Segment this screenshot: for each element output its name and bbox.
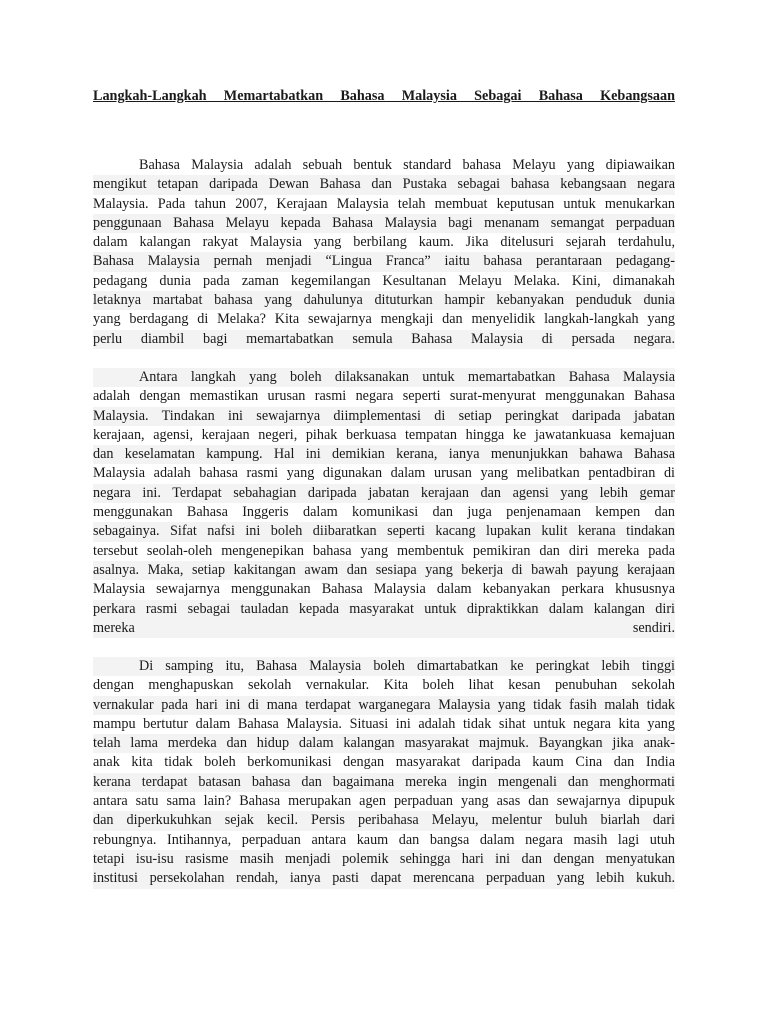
paragraph-line: rebungnya. Intihannya, perpaduan antara kaum dan bangsa dalam negara masih lagi utuh [93, 831, 675, 848]
paragraph-line: kerajaan, agensi, kerajaan negeri, pihak berkuasa tempatan hingga ke jawatankuasa kemajuan [93, 426, 675, 443]
paragraph-line: penggunaan Bahasa Melayu kepada Bahasa Malaysia bagi menanam semangat perpaduan [93, 214, 675, 233]
paragraph-line: Malaysia sewajarnya menggunakan Bahasa Malaysia dalam kebanyakan perkara khususnya [93, 581, 675, 598]
paragraph-line: negara ini. Terdapat sebahagian daripada jabatan kerajaan dan agensi yang lebih gemar [93, 484, 675, 503]
paragraph-3 [93, 657, 675, 889]
paragraph-1 [93, 156, 675, 349]
paragraph-line: menggunakan Bahasa Inggeris dalam komunikasi dan juga penjenamaan kempen dan [93, 504, 675, 521]
paragraph-line: Bahasa Malaysia adalah sebuah bentuk standard bahasa Melayu yang dipiawaikan [139, 157, 675, 173]
paragraph-line: dalam kalangan rakyat Malaysia yang berbilang kaum. Jika ditelusuri sejarah terdahulu, [93, 234, 675, 251]
paragraph-line: letaknya martabat bahasa yang dahulunya dituturkan hampir kebanyakan penduduk dunia [93, 291, 675, 310]
paragraph-line: perlu diambil bagi memartabatkan semula Bahasa Malaysia di persada negara. [93, 330, 675, 349]
paragraph-2 [93, 368, 675, 638]
paragraph-line: asalnya. Maka, setiap kakitangan awam dan sesiapa yang bekerja di bawah payung kerajaan [93, 561, 675, 580]
paragraph-line: sebagainya. Sifat nafsi ini boleh diibaratkan seperti kacang lupakan kulit kerana tindakan [93, 522, 675, 541]
paragraph-line: Malaysia. Pada tahun 2007, Kerajaan Malaysia telah membuat keputusan untuk menukarkan [93, 195, 675, 212]
paragraph-line: tersebut seolah-oleh mengenepikan bahasa yang membentuk pemikiran dan diri mereka pada [93, 542, 675, 559]
paragraph-line: Antara langkah yang boleh dilaksanakan untuk memartabatkan Bahasa Malaysia [93, 368, 675, 387]
paragraph-line: telah lama merdeka dan hidup dalam kalangan masyarakat majmuk. Bayangkan jika anak- [93, 734, 675, 753]
paragraph-line: Malaysia adalah bahasa rasmi yang digunakan dalam urusan yang melibatkan pentadbiran di [93, 465, 675, 482]
paragraph-line: mereka sendiri. [93, 619, 675, 638]
document-title: Langkah-Langkah Memartabatkan Bahasa Malaysia Sebagai Bahasa Kebangsaan [93, 88, 675, 104]
paragraph-line: institusi persekolahan rendah, ianya pasti dapat merencana perpaduan yang lebih kukuh. [93, 869, 675, 888]
paragraph-line: Di samping itu, Bahasa Malaysia boleh dimartabatkan ke peringkat lebih tinggi [93, 657, 675, 676]
paragraph-line: perkara rasmi sebagai tauladan kepada masyarakat untuk dipraktikkan dalam kalangan diri [93, 600, 675, 619]
paragraph-line: tetapi isu-isu rasisme masih menjadi polemik sehingga hari ini dan dengan menyatukan [93, 850, 675, 869]
paragraph-line: kerana terdapat batasan bahasa dan bagaimana mereka ingin mengenali dan menghormati [93, 773, 675, 792]
paragraph-line: dengan menghapuskan sekolah vernakular. Kita boleh lihat kesan penubuhan sekolah [93, 677, 675, 694]
paragraph-line: pedagang dunia pada zaman kegemilangan Kesultanan Melayu Melaka. Kini, dimanakah [93, 272, 675, 289]
paragraph-line: yang berdagang di Melaka? Kita sewajarnya mengkaji dan menyelidik langkah-langkah yang [93, 311, 675, 328]
paragraph-line: Malaysia. Tindakan ini sewajarnya diimplementasi di setiap peringkat daripada jabatan [93, 407, 675, 426]
paragraph-line: mampu bertutur dalam Bahasa Malaysia. Situasi ini adalah tidak sihat untuk negara kita yang [93, 715, 675, 732]
paragraph-line: adalah dengan memastikan urusan rasmi negara seperti surat-menyurat menggunakan Bahasa [93, 388, 675, 405]
paragraph-line: Bahasa Malaysia pernah menjadi “Lingua Franca” iaitu bahasa perantaraan pedagang- [93, 252, 675, 271]
paragraph-line: vernakular pada hari ini di mana terdapat warganegara Malaysia yang tidak fasih malah tidak [93, 696, 675, 715]
paragraph-line: antara satu sama lain? Bahasa merupakan agen perpaduan yang asas dan sewajarnya dipupuk [93, 793, 675, 810]
paragraph-line: dan diperkukuhkan sejak kecil. Persis peribahasa Melayu, melentur buluh biarlah dari [93, 811, 675, 830]
paragraph-line: dan keselamatan kampung. Hal ini demikian kerana, ianya menunjukkan bahawa Bahasa [93, 445, 675, 464]
paragraph-line: anak kita tidak boleh berkomunikasi dengan masyarakat daripada kaum Cina dan India [93, 754, 675, 771]
paragraph-line: mengikut tetapan daripada Dewan Bahasa dan Pustaka sebagai bahasa kebangsaan negara [93, 175, 675, 194]
